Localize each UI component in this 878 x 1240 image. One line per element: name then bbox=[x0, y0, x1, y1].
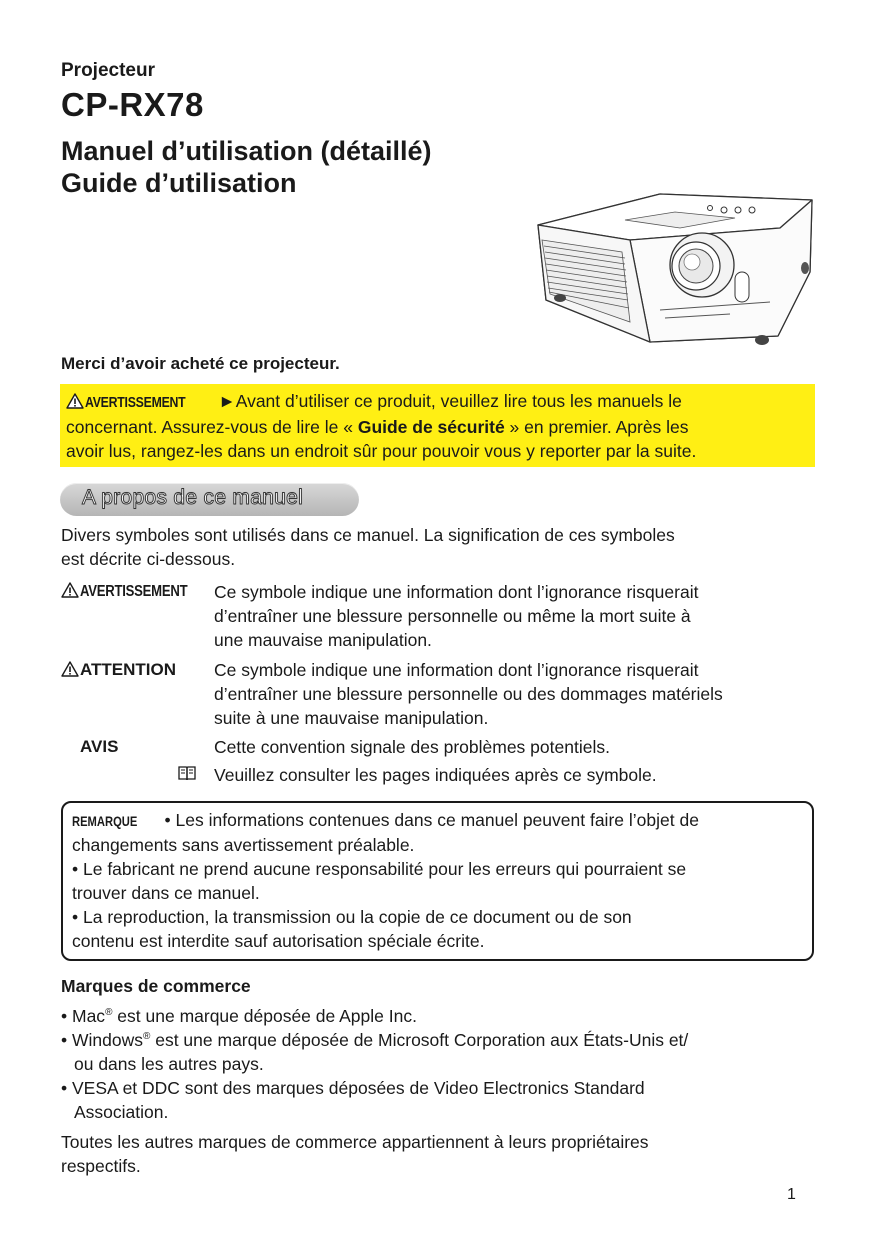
trademarks-list bbox=[61, 1004, 821, 1124]
closing-line: respectifs. bbox=[61, 1156, 141, 1176]
manual-title-line2: Guide d’utilisation bbox=[61, 168, 297, 198]
desc-line: Veuillez consulter les pages indiquées après ce symbole. bbox=[214, 765, 657, 785]
warning-label: AVERTISSEMENT bbox=[85, 394, 186, 411]
remark-label: REMARQUE bbox=[72, 813, 138, 829]
model-number: CP-RX78 bbox=[61, 86, 204, 123]
section-heading bbox=[60, 483, 359, 516]
item-text: Association. bbox=[74, 1102, 169, 1122]
list-item bbox=[61, 1028, 821, 1076]
trademarks-title: Marques de commerce bbox=[61, 976, 251, 996]
desc-line: Ce symbole indique une information dont l’ignorance risquerait bbox=[214, 582, 699, 602]
intro-line1: Divers symboles sont utilisés dans ce manuel. La signification de ces symboles bbox=[61, 525, 675, 545]
manual-title-line1: Manuel d’utilisation (détaillé) bbox=[61, 136, 432, 166]
warning-box bbox=[60, 384, 815, 467]
desc-line: suite à une mauvaise manipulation. bbox=[214, 708, 489, 728]
arrow-icon: ► bbox=[218, 391, 236, 411]
section-title: A propos de ce manuel bbox=[82, 486, 304, 509]
remark-line: changements sans avertissement préalable. bbox=[72, 835, 415, 855]
desc-line: d’entraîner une blessure personnelle ou des dommages matériels bbox=[214, 684, 723, 704]
symbol-label-text: ATTENTION bbox=[80, 660, 177, 679]
symbol-desc-warning bbox=[214, 580, 819, 652]
symbol-label-notice: AVIS bbox=[80, 737, 119, 756]
item-text: • Mac bbox=[61, 1006, 106, 1026]
item-text: ou dans les autres pays. bbox=[74, 1054, 264, 1074]
warning-line3: avoir lus, rangez-les dans un endroit sûr pour pouvoir vous y reporter par la suite. bbox=[66, 441, 697, 461]
safety-guide-ref: Guide de sécurité bbox=[357, 417, 505, 437]
warning-triangle-icon bbox=[61, 582, 79, 598]
warning-line2-end: » en premier. Après les bbox=[504, 417, 689, 437]
section-intro bbox=[61, 523, 821, 571]
symbol-desc-notice bbox=[214, 735, 819, 759]
remark-box bbox=[61, 801, 814, 961]
closing-paragraph bbox=[61, 1130, 821, 1178]
symbol-desc-caution bbox=[214, 658, 819, 730]
registered-mark: ® bbox=[105, 1007, 113, 1019]
remark-line: • Les informations contenues dans ce manuel peuvent faire l’objet de bbox=[164, 810, 699, 830]
desc-line: Ce symbole indique une information dont l’ignorance risquerait bbox=[214, 660, 699, 680]
warning-triangle-icon bbox=[66, 393, 84, 409]
thanks-message: Merci d’avoir acheté ce projecteur. bbox=[61, 354, 340, 373]
registered-mark: ® bbox=[142, 1031, 151, 1043]
symbol-desc-reference bbox=[214, 763, 819, 787]
warning-line1: Avant d’utiliser ce produit, veuillez lire tous les manuels le bbox=[235, 391, 682, 411]
remark-line: • La reproduction, la transmission ou la copie de ce document ou de son bbox=[72, 907, 632, 927]
symbol-label-text: AVERTISSEMENT bbox=[80, 583, 188, 600]
list-item bbox=[61, 1004, 821, 1028]
book-icon bbox=[177, 765, 197, 782]
list-item bbox=[61, 1076, 821, 1124]
item-text: est une marque déposée de Microsoft Corporation aux États-Unis et/ bbox=[150, 1030, 689, 1050]
item-text: • Windows bbox=[61, 1030, 143, 1050]
remark-line: trouver dans ce manuel. bbox=[72, 883, 260, 903]
item-text: • VESA et DDC sont des marques déposées de Video Electronics Standard bbox=[61, 1078, 645, 1098]
item-text: est une marque déposée de Apple Inc. bbox=[112, 1006, 417, 1026]
desc-line: une mauvaise manipulation. bbox=[214, 630, 432, 650]
symbol-label-warning bbox=[61, 582, 211, 601]
warning-triangle-icon bbox=[61, 661, 79, 677]
closing-line: Toutes les autres marques de commerce appartiennent à leurs propriétaires bbox=[61, 1132, 649, 1152]
desc-line: Cette convention signale des problèmes potentiels. bbox=[214, 737, 610, 757]
projector-illustration bbox=[530, 190, 820, 350]
warning-line2-start: concernant. Assurez-vous de lire le « bbox=[66, 417, 358, 437]
intro-line2: est décrite ci-dessous. bbox=[61, 549, 236, 569]
remark-line: contenu est interdite sauf autorisation spéciale écrite. bbox=[72, 931, 485, 951]
desc-line: d’entraîner une blessure personnelle ou même la mort suite à bbox=[214, 606, 691, 626]
page-number: 1 bbox=[787, 1186, 796, 1203]
remark-line: • Le fabricant ne prend aucune responsabilité pour les erreurs qui pourraient se bbox=[72, 859, 687, 879]
document-kicker: Projecteur bbox=[61, 60, 155, 81]
symbol-label-caution bbox=[61, 660, 176, 680]
